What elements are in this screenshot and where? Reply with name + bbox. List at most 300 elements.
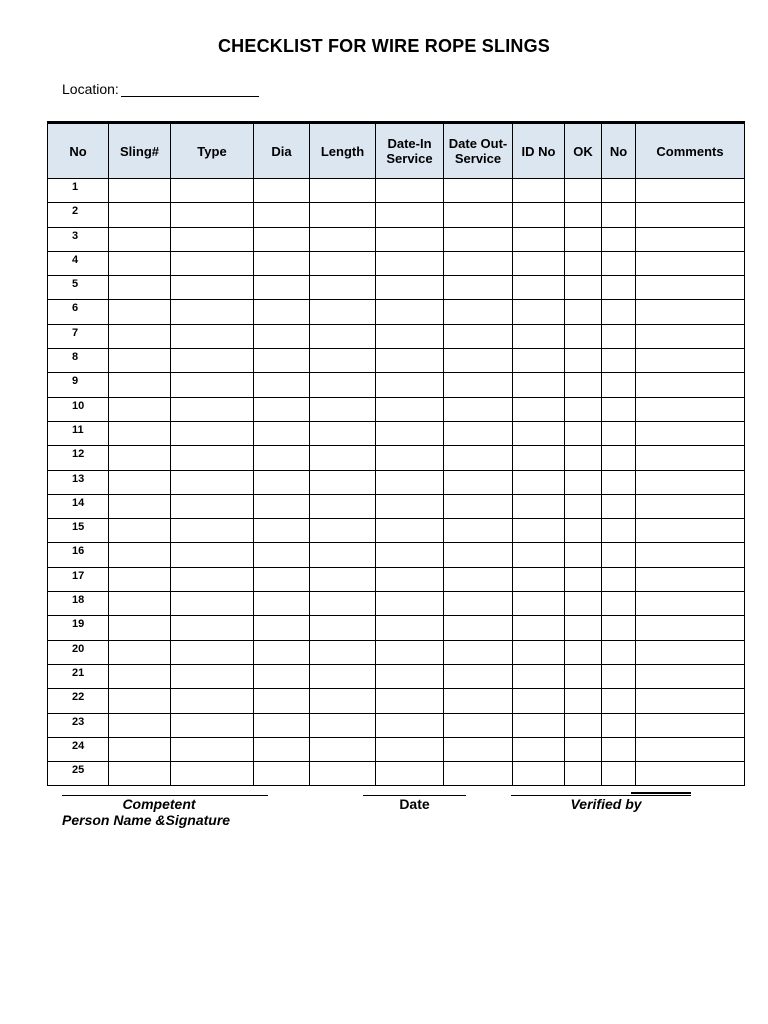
table-cell[interactable] [376,689,444,713]
table-cell[interactable] [254,664,310,688]
table-cell[interactable] [444,567,513,591]
row-number: 25 [48,762,109,786]
table-cell[interactable] [310,227,376,251]
table-cell[interactable] [109,592,171,616]
table-cell[interactable] [513,324,565,348]
table-row [48,762,745,786]
table-cell[interactable] [376,616,444,640]
table-cell[interactable] [310,519,376,543]
table-cell[interactable] [254,349,310,373]
table-cell[interactable] [109,324,171,348]
table-cell[interactable] [602,203,636,227]
header-type-2: Type [171,123,254,179]
table-cell[interactable] [376,300,444,324]
table-cell[interactable] [109,762,171,786]
table-cell[interactable] [636,276,745,300]
competent-label: Competent [122,796,196,812]
table-cell[interactable] [513,713,565,737]
table-cell[interactable] [254,397,310,421]
verified-line-accent [631,792,691,794]
row-number: 19 [48,616,109,640]
table-cell[interactable] [513,519,565,543]
table-cell[interactable] [109,300,171,324]
table-row [48,519,745,543]
table-cell[interactable] [376,227,444,251]
table-cell[interactable] [444,640,513,664]
table-cell[interactable] [602,251,636,275]
table-cell[interactable] [636,519,745,543]
table-cell[interactable] [310,592,376,616]
table-cell[interactable] [254,567,310,591]
table-cell[interactable] [254,616,310,640]
table-cell[interactable] [602,397,636,421]
table-cell[interactable] [376,276,444,300]
table-cell[interactable] [565,276,602,300]
table-cell[interactable] [602,664,636,688]
table-cell[interactable] [310,713,376,737]
table-cell[interactable] [444,373,513,397]
table-cell[interactable] [376,179,444,203]
table-cell[interactable] [513,397,565,421]
table-row [48,713,745,737]
table-cell[interactable] [109,203,171,227]
row-number: 18 [48,592,109,616]
table-cell[interactable] [602,762,636,786]
table-cell[interactable] [565,446,602,470]
table-cell[interactable] [376,713,444,737]
table-cell[interactable] [565,737,602,761]
table-cell[interactable] [171,640,254,664]
table-cell[interactable] [254,737,310,761]
table-row [48,494,745,518]
table-cell[interactable] [602,470,636,494]
table-cell[interactable] [602,592,636,616]
table-cell[interactable] [602,373,636,397]
row-number: 14 [48,494,109,518]
table-cell[interactable] [310,762,376,786]
table-cell[interactable] [109,616,171,640]
table-cell[interactable] [109,373,171,397]
table-cell[interactable] [565,640,602,664]
table-cell[interactable] [444,421,513,445]
checklist-table [47,121,745,786]
table-cell[interactable] [636,446,745,470]
table-cell[interactable] [513,373,565,397]
table-cell[interactable] [171,543,254,567]
table-cell[interactable] [565,179,602,203]
table-cell[interactable] [513,616,565,640]
table-cell[interactable] [109,446,171,470]
table-cell[interactable] [636,494,745,518]
table-cell[interactable] [376,397,444,421]
table-cell[interactable] [513,762,565,786]
row-number: 10 [48,397,109,421]
table-cell[interactable] [444,251,513,275]
table-cell[interactable] [310,373,376,397]
table-cell[interactable] [602,300,636,324]
row-number: 23 [48,713,109,737]
table-cell[interactable] [109,397,171,421]
table-cell[interactable] [602,276,636,300]
table-cell[interactable] [444,324,513,348]
table-cell[interactable] [602,421,636,445]
table-cell[interactable] [171,519,254,543]
table-cell[interactable] [171,373,254,397]
table-cell[interactable] [444,664,513,688]
table-cell[interactable] [171,664,254,688]
table-cell[interactable] [171,300,254,324]
table-cell[interactable] [636,470,745,494]
table-cell[interactable] [444,494,513,518]
table-cell[interactable] [602,616,636,640]
table-cell[interactable] [444,689,513,713]
table-cell[interactable] [109,494,171,518]
table-cell[interactable] [376,494,444,518]
table-cell[interactable] [254,324,310,348]
table-cell[interactable] [636,227,745,251]
table-cell[interactable] [109,567,171,591]
location-blank-line[interactable] [121,82,259,97]
location-field [62,81,259,97]
table-cell[interactable] [602,324,636,348]
table-cell[interactable] [171,762,254,786]
table-cell[interactable] [513,446,565,470]
table-cell[interactable] [171,689,254,713]
table-cell[interactable] [636,713,745,737]
table-cell[interactable] [636,179,745,203]
header-ok-8: OK [565,123,602,179]
table-cell[interactable] [565,251,602,275]
table-cell[interactable] [565,203,602,227]
table-cell[interactable] [444,737,513,761]
table-row [48,300,745,324]
table-cell[interactable] [513,203,565,227]
table-row [48,664,745,688]
table-cell[interactable] [602,713,636,737]
table-cell[interactable] [376,373,444,397]
table-cell[interactable] [513,276,565,300]
table-cell[interactable] [565,397,602,421]
table-cell[interactable] [171,567,254,591]
table-cell[interactable] [444,543,513,567]
table-cell[interactable] [376,737,444,761]
header-sling-1: Sling# [109,123,171,179]
table-cell[interactable] [310,179,376,203]
table-cell[interactable] [254,470,310,494]
table-cell[interactable] [636,349,745,373]
table-cell[interactable] [310,276,376,300]
table-cell[interactable] [171,446,254,470]
table-row [48,397,745,421]
table-cell[interactable] [109,421,171,445]
row-number: 21 [48,664,109,688]
table-cell[interactable] [565,300,602,324]
table-cell[interactable] [444,592,513,616]
table-cell[interactable] [171,179,254,203]
table-cell[interactable] [254,227,310,251]
table-cell[interactable] [565,494,602,518]
table-cell[interactable] [444,470,513,494]
table-row [48,349,745,373]
page-title: CHECKLIST FOR WIRE ROPE SLINGS [217,36,550,56]
table-cell[interactable] [109,349,171,373]
row-number: 24 [48,737,109,761]
header-date-in-service-5: Date-In Service [376,123,444,179]
table-cell[interactable] [565,616,602,640]
table-cell[interactable] [254,203,310,227]
table-cell[interactable] [109,227,171,251]
table-cell[interactable] [444,713,513,737]
table-cell[interactable] [513,179,565,203]
row-number: 15 [48,519,109,543]
table-cell[interactable] [310,737,376,761]
table-cell[interactable] [310,494,376,518]
table-cell[interactable] [602,519,636,543]
table-cell[interactable] [444,179,513,203]
table-cell[interactable] [310,640,376,664]
table-cell[interactable] [171,397,254,421]
table-cell[interactable] [565,567,602,591]
table-cell[interactable] [636,737,745,761]
table-cell[interactable] [602,737,636,761]
table-cell[interactable] [310,446,376,470]
table-cell[interactable] [444,762,513,786]
table-cell[interactable] [109,640,171,664]
table-cell[interactable] [444,616,513,640]
table-cell[interactable] [109,737,171,761]
table-cell[interactable] [444,397,513,421]
table-cell[interactable] [254,640,310,664]
table-cell[interactable] [513,300,565,324]
table-cell[interactable] [565,664,602,688]
table-cell[interactable] [565,592,602,616]
table-cell[interactable] [565,227,602,251]
table-cell[interactable] [636,567,745,591]
table-cell[interactable] [310,664,376,688]
table-cell[interactable] [254,689,310,713]
table-cell[interactable] [636,616,745,640]
table-cell[interactable] [636,421,745,445]
table-cell[interactable] [254,543,310,567]
table-cell[interactable] [636,373,745,397]
table-cell[interactable] [376,567,444,591]
table-cell[interactable] [602,640,636,664]
table-cell[interactable] [636,543,745,567]
table-cell[interactable] [376,664,444,688]
row-number: 3 [48,227,109,251]
table-cell[interactable] [171,276,254,300]
table-cell[interactable] [636,397,745,421]
table-cell[interactable] [254,713,310,737]
table-cell[interactable] [636,640,745,664]
table-cell[interactable] [109,276,171,300]
table-cell[interactable] [565,689,602,713]
table-row [48,689,745,713]
table-cell[interactable] [310,543,376,567]
table-cell[interactable] [310,421,376,445]
table-row [48,276,745,300]
table-cell[interactable] [444,227,513,251]
table-cell[interactable] [109,689,171,713]
table-cell[interactable] [254,446,310,470]
table-cell[interactable] [513,737,565,761]
table-cell[interactable] [376,251,444,275]
table-cell[interactable] [565,762,602,786]
table-cell[interactable] [636,324,745,348]
table-cell[interactable] [602,543,636,567]
table-cell[interactable] [310,470,376,494]
table-cell[interactable] [310,203,376,227]
table-cell[interactable] [602,349,636,373]
table-cell[interactable] [376,470,444,494]
table-cell[interactable] [376,446,444,470]
table-cell[interactable] [109,179,171,203]
table-cell[interactable] [254,592,310,616]
table-cell[interactable] [565,373,602,397]
table-cell[interactable] [254,251,310,275]
table-cell[interactable] [254,762,310,786]
table-cell[interactable] [376,324,444,348]
table-cell[interactable] [109,470,171,494]
table-cell[interactable] [376,203,444,227]
table-cell[interactable] [513,251,565,275]
row-number: 7 [48,324,109,348]
row-number: 8 [48,349,109,373]
table-cell[interactable] [513,592,565,616]
table-cell[interactable] [602,179,636,203]
table-cell[interactable] [565,543,602,567]
header-length-4: Length [310,123,376,179]
table-cell[interactable] [171,324,254,348]
row-number: 12 [48,446,109,470]
table-header-row [48,123,745,179]
table-cell[interactable] [565,349,602,373]
table-cell[interactable] [254,373,310,397]
table-cell[interactable] [310,300,376,324]
table-cell[interactable] [171,737,254,761]
table-row [48,251,745,275]
table-row [48,324,745,348]
table-cell[interactable] [513,543,565,567]
table-row [48,737,745,761]
table-cell[interactable] [636,689,745,713]
table-cell[interactable] [109,519,171,543]
table-cell[interactable] [602,689,636,713]
table-cell[interactable] [310,349,376,373]
table-cell[interactable] [310,324,376,348]
table-cell[interactable] [171,470,254,494]
table-cell[interactable] [254,300,310,324]
table-cell[interactable] [602,227,636,251]
table-cell[interactable] [636,762,745,786]
table-row [48,616,745,640]
table-cell[interactable] [444,446,513,470]
table-cell[interactable] [636,251,745,275]
row-number: 17 [48,567,109,591]
table-cell[interactable] [636,203,745,227]
table-cell[interactable] [602,446,636,470]
table-cell[interactable] [565,470,602,494]
table-cell[interactable] [513,227,565,251]
table-cell[interactable] [171,494,254,518]
table-cell[interactable] [444,300,513,324]
table-cell[interactable] [565,713,602,737]
table-cell[interactable] [310,616,376,640]
table-cell[interactable] [376,762,444,786]
table-cell[interactable] [602,567,636,591]
table-cell[interactable] [444,519,513,543]
table-cell[interactable] [254,494,310,518]
table-cell[interactable] [171,616,254,640]
table-cell[interactable] [513,689,565,713]
table-cell[interactable] [444,276,513,300]
row-number: 22 [48,689,109,713]
table-cell[interactable] [513,567,565,591]
table-cell[interactable] [171,349,254,373]
table-cell[interactable] [376,421,444,445]
table-cell[interactable] [171,203,254,227]
table-cell[interactable] [171,227,254,251]
table-cell[interactable] [513,494,565,518]
table-cell[interactable] [109,713,171,737]
table-cell[interactable] [565,324,602,348]
row-number: 6 [48,300,109,324]
table-cell[interactable] [513,421,565,445]
table-row [48,227,745,251]
table-cell[interactable] [513,664,565,688]
table-cell[interactable] [109,251,171,275]
table-cell[interactable] [109,543,171,567]
table-cell[interactable] [310,251,376,275]
row-number: 16 [48,543,109,567]
table-cell[interactable] [254,519,310,543]
table-cell[interactable] [602,494,636,518]
table-cell[interactable] [376,592,444,616]
table-cell[interactable] [513,640,565,664]
table-row [48,592,745,616]
table-cell[interactable] [254,421,310,445]
table-cell[interactable] [376,519,444,543]
table-cell[interactable] [310,567,376,591]
table-cell[interactable] [376,543,444,567]
row-number: 4 [48,251,109,275]
table-cell[interactable] [636,664,745,688]
location-label: Location: [62,81,119,97]
date-label: Date [399,796,430,812]
header-no-0: No [48,123,109,179]
table-cell[interactable] [565,421,602,445]
table-cell[interactable] [171,251,254,275]
table-cell[interactable] [171,713,254,737]
table-cell[interactable] [513,470,565,494]
table-cell[interactable] [171,592,254,616]
table-cell[interactable] [376,349,444,373]
table-cell[interactable] [565,519,602,543]
table-cell[interactable] [310,689,376,713]
header-id-no-7: ID No [513,123,565,179]
table-cell[interactable] [636,592,745,616]
table-cell[interactable] [254,179,310,203]
table-cell[interactable] [254,276,310,300]
table-cell[interactable] [636,300,745,324]
table-cell[interactable] [444,349,513,373]
table-cell[interactable] [444,203,513,227]
table-cell[interactable] [513,349,565,373]
table-cell[interactable] [376,640,444,664]
table-cell[interactable] [310,397,376,421]
table-cell[interactable] [109,664,171,688]
table-cell[interactable] [171,421,254,445]
